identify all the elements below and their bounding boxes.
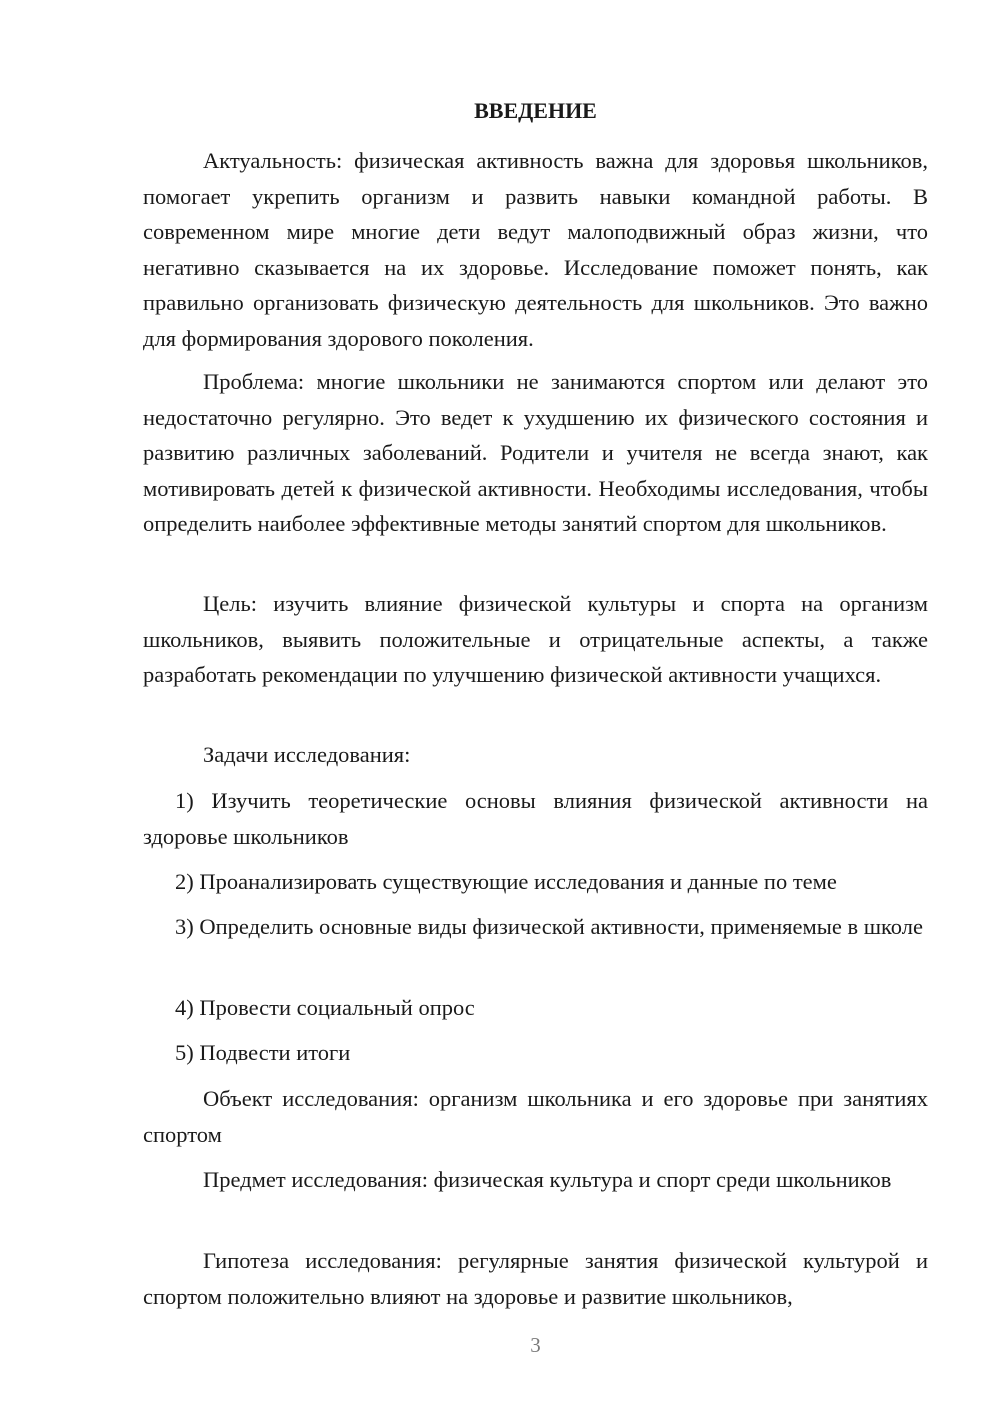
paragraph-hypothesis: Гипотеза исследования: регулярные занятия физической культурой и спортом положительно влияют на здоровье и развитие школьников,	[143, 1248, 928, 1309]
task-item-3: 3) Определить основные виды физической активности, применяемые в школе	[175, 914, 923, 939]
paragraph-tasks-heading: Задачи исследования:	[203, 742, 411, 767]
paragraph-problem: Проблема: многие школьники не занимаются спортом или делают это недостаточно регулярно. Это ведет к ухудшению их физического состояния и развитию различных заболеваний. Родители и учителя не всегда знают, как мотивировать детей к физической активности. Необходимы исследования, чтобы определить наиболее эффективные методы занятий спортом для школьников.	[143, 369, 928, 536]
page-number: 3	[530, 1333, 541, 1357]
task-item-2: 2) Проанализировать существующие исследования и данные по теме	[175, 869, 837, 894]
page-title: ВВЕДЕНИЕ	[474, 98, 597, 123]
paragraph-subject: Предмет исследования: физическая культура и спорт среди школьников	[203, 1167, 892, 1192]
task-item-5: 5) Подвести итоги	[175, 1040, 351, 1065]
task-item-1: 1) Изучить теоретические основы влияния физической активности на здоровье школьников	[143, 788, 928, 849]
paragraph-object: Объект исследования: организм школьника и его здоровье при занятиях спортом	[143, 1086, 928, 1147]
paragraph-relevance: Актуальность: физическая активность важна для здоровья школьников, помогает укрепить организм и развить навыки командной работы. В современном мире многие дети ведут малоподвижный образ жизни, что негативно сказывается на их здоровье. Исследование поможет понять, как правильно организовать физическую деятельность для школьников. Это важно для формирования здорового поколения.	[143, 148, 928, 351]
task-item-4: 4) Провести социальный опрос	[175, 995, 475, 1020]
paragraph-goal: Цель: изучить влияние физической культуры и спорта на организм школьников, выявить положительные и отрицательные аспекты, а также разработать рекомендации по улучшению физической активности учащихся.	[143, 591, 928, 687]
